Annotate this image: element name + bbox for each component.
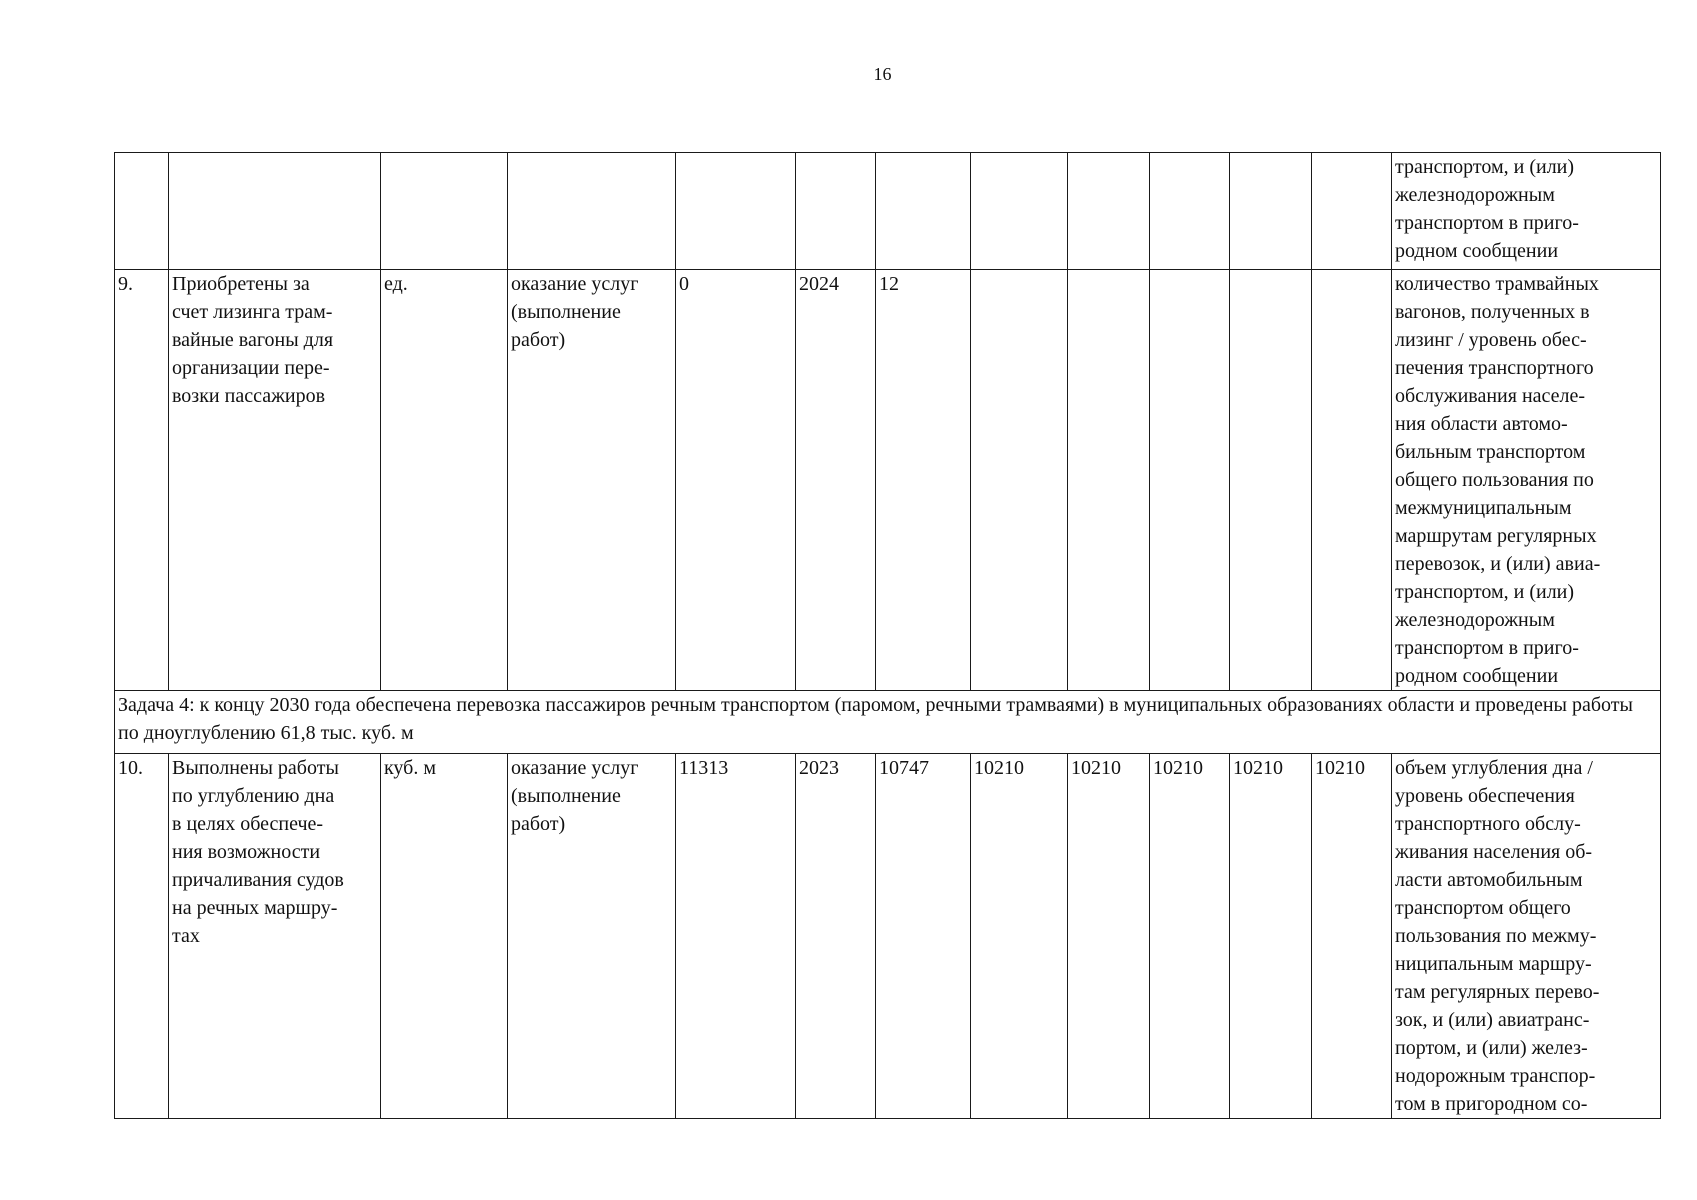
- year-value: [1068, 270, 1150, 691]
- year-value: [971, 153, 1068, 270]
- result-type: [508, 153, 676, 270]
- year-value: 10210: [1312, 754, 1392, 1119]
- base-year: [796, 153, 876, 270]
- result-type: оказание услуг (выполнение работ): [508, 754, 676, 1119]
- table-row: [115, 153, 1661, 270]
- year-value: 12: [876, 270, 971, 691]
- year-value: 10210: [1150, 754, 1230, 1119]
- year-value: [1150, 153, 1230, 270]
- year-value: 10210: [1068, 754, 1150, 1119]
- indicator-link: объем углубления дна / уровень обеспечения транспортного обслу- живания населения об- ласти автомобильным транспортом общего пользования по межму- ниципальным маршру- там регулярных перево- зок, и (или) авиатранс- портом, и (или) желез- нодорожным транспор- том в пригородном со-: [1392, 754, 1661, 1119]
- year-value: [1068, 153, 1150, 270]
- base-value: 11313: [676, 754, 796, 1119]
- result-type: оказание услуг (выполнение работ): [508, 270, 676, 691]
- page-number: 16: [873, 64, 892, 84]
- base-value: [676, 153, 796, 270]
- result-name: Выполнены работы по углублению дна в целях обеспече- ния возможности причаливания судов на речных маршру- тах: [169, 754, 381, 1119]
- table-row: [115, 754, 1661, 1119]
- year-value: [1230, 270, 1312, 691]
- task-heading: Задача 4: к концу 2030 года обеспечена перевозка пассажиров речным транспортом (паромом, речными трамваями) в муниципальных образованиях области и проведены работы по дноуглублению 61,8 тыс. куб. м: [115, 691, 1661, 754]
- indicators-table: [114, 152, 1661, 1119]
- unit-cell: [381, 153, 508, 270]
- indicator-link: транспортом, и (или) железнодорожным транспортом в приго- родном сообщении: [1392, 153, 1661, 270]
- base-year: 2023: [796, 754, 876, 1119]
- row-number: 9.: [115, 270, 169, 691]
- year-value: 10210: [971, 754, 1068, 1119]
- indicator-link: количество трамвайных вагонов, полученных в лизинг / уровень обес- печения транспортного обслуживания населе- ния области автомо- бильным транспортом общего пользования по межмуниципальным маршрутам регулярных перевозок, и (или) авиа- транспортом, и (или) железнодорожным транспортом в приго- родном сообщении: [1392, 270, 1661, 691]
- unit-cell: куб. м: [381, 754, 508, 1119]
- unit-cell: ед.: [381, 270, 508, 691]
- row-number: 10.: [115, 754, 169, 1119]
- year-value: 10747: [876, 754, 971, 1119]
- year-value: [971, 270, 1068, 691]
- year-value: [876, 153, 971, 270]
- result-name: [169, 153, 381, 270]
- year-value: 10210: [1230, 754, 1312, 1119]
- year-value: [1312, 270, 1392, 691]
- year-value: [1230, 153, 1312, 270]
- table-row: [115, 270, 1661, 691]
- year-value: [1312, 153, 1392, 270]
- result-name: Приобретены за счет лизинга трам- вайные вагоны для организации пере- возки пассажиров: [169, 270, 381, 691]
- year-value: [1150, 270, 1230, 691]
- task-row: [115, 691, 1661, 754]
- base-year: 2024: [796, 270, 876, 691]
- row-number: [115, 153, 169, 270]
- base-value: 0: [676, 270, 796, 691]
